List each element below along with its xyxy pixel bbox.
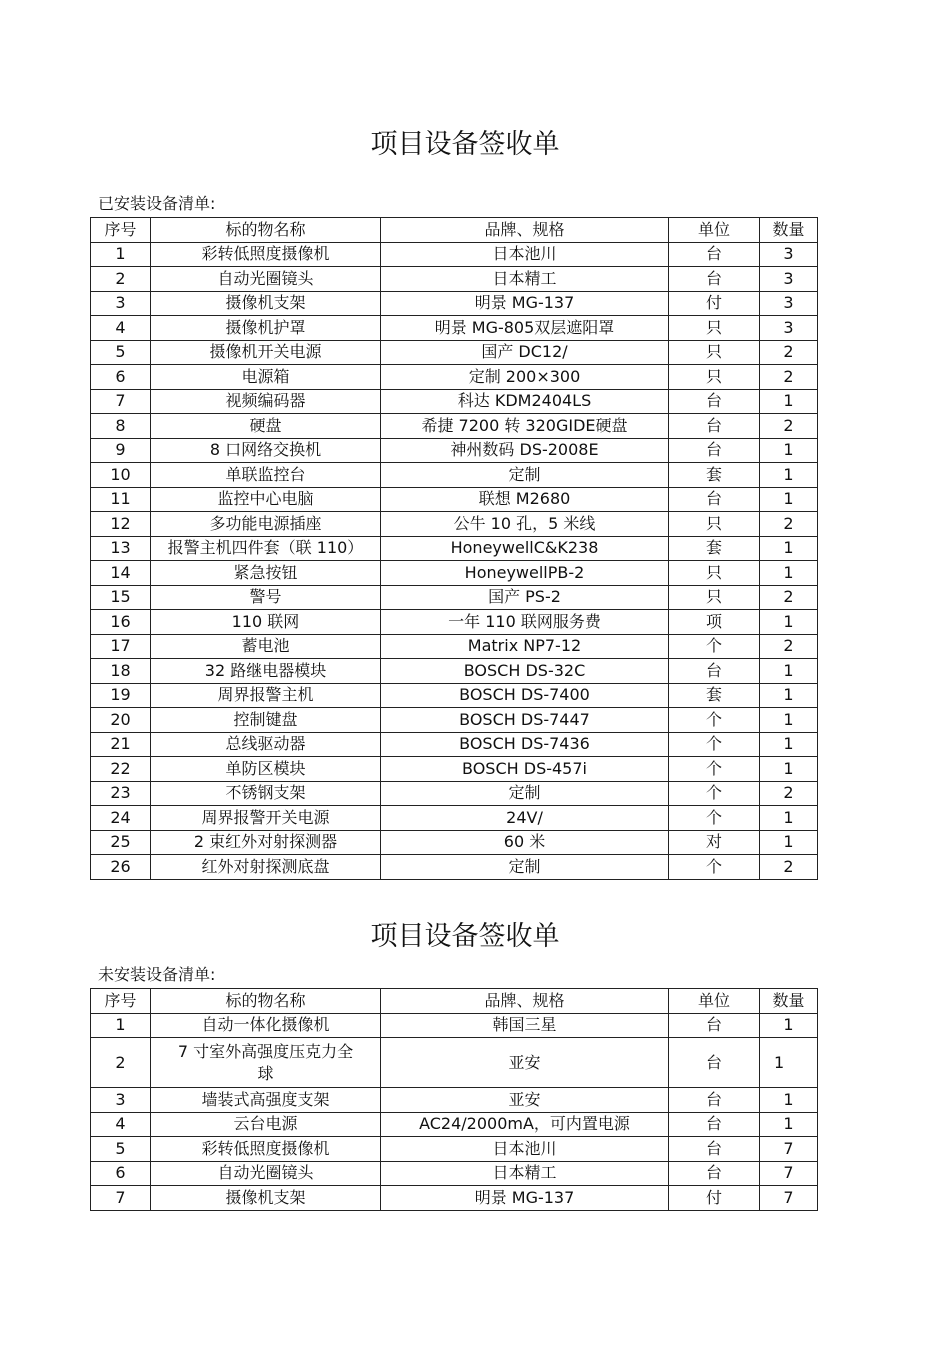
table-row: [91, 585, 818, 610]
table-row: [91, 536, 818, 561]
cell-brand-spec: BOSCH DS-7447: [381, 708, 669, 733]
cell-index: 2: [91, 1038, 151, 1088]
cell-item-name: 蓄电池: [151, 634, 381, 659]
cell-brand-spec: 一年 110 联网服务费: [381, 610, 669, 635]
header-quantity: 数量: [760, 989, 818, 1014]
cell-quantity: 1: [760, 438, 818, 463]
cell-unit: 付: [669, 1186, 760, 1211]
cell-brand-spec: BOSCH DS-457i: [381, 757, 669, 782]
header-brand-spec: 品牌、规格: [381, 989, 669, 1014]
cell-item-name: 报警主机四件套（联 110）: [151, 536, 381, 561]
cell-brand-spec: 神州数码 DS-2008E: [381, 438, 669, 463]
cell-item-name: 周界报警主机: [151, 683, 381, 708]
table-row: [91, 512, 818, 537]
cell-brand-spec: 希捷 7200 转 320GIDE硬盘: [381, 414, 669, 439]
cell-quantity: 1: [760, 1013, 818, 1038]
cell-unit: 个: [669, 732, 760, 757]
cell-unit: 台: [669, 267, 760, 292]
cell-item-name: 多功能电源插座: [151, 512, 381, 537]
installed-list-label: 已安装设备清单:: [98, 194, 216, 213]
cell-unit: 只: [669, 365, 760, 390]
table-row: [91, 487, 818, 512]
cell-quantity: 1: [760, 463, 818, 488]
cell-unit: 只: [669, 512, 760, 537]
cell-quantity: 2: [760, 414, 818, 439]
cell-index: 21: [91, 732, 151, 757]
cell-brand-spec: 明景 MG-805双层遮阳罩: [381, 316, 669, 341]
cell-brand-spec: AC24/2000mA，可内置电源: [381, 1112, 669, 1137]
cell-unit: 台: [669, 1038, 760, 1088]
cell-item-name: 单防区模块: [151, 757, 381, 782]
cell-item-name: 红外对射探测底盘: [151, 855, 381, 880]
cell-unit: 只: [669, 316, 760, 341]
cell-brand-spec: 日本精工: [381, 1161, 669, 1186]
header-brand-spec: 品牌、规格: [381, 218, 669, 243]
cell-unit: 台: [669, 1112, 760, 1137]
cell-unit: 个: [669, 708, 760, 733]
table-row: [91, 1161, 818, 1186]
table-row: [91, 389, 818, 414]
cell-item-name: 视频编码器: [151, 389, 381, 414]
cell-brand-spec: 定制: [381, 855, 669, 880]
cell-item-name: 总线驱动器: [151, 732, 381, 757]
table-row: [91, 1112, 818, 1137]
cell-brand-spec: 科达 KDM2404LS: [381, 389, 669, 414]
cell-unit: 台: [669, 414, 760, 439]
cell-item-name: 32 路继电器模块: [151, 659, 381, 684]
header-item-name: 标的物名称: [151, 989, 381, 1014]
table-row: [91, 242, 818, 267]
cell-quantity: 2: [760, 781, 818, 806]
cell-brand-spec: 国产 PS-2: [381, 585, 669, 610]
table-row: [91, 708, 818, 733]
cell-unit: 只: [669, 561, 760, 586]
table-row: [91, 340, 818, 365]
cell-brand-spec: 日本池川: [381, 242, 669, 267]
cell-item-name: 紧急按钮: [151, 561, 381, 586]
table-row: [91, 683, 818, 708]
cell-brand-spec: 定制 200×300: [381, 365, 669, 390]
cell-brand-spec: 亚安: [381, 1038, 669, 1088]
cell-quantity: 1: [760, 806, 818, 831]
cell-quantity: 2: [760, 585, 818, 610]
cell-unit: 台: [669, 1137, 760, 1162]
cell-index: 19: [91, 683, 151, 708]
cell-unit: 个: [669, 757, 760, 782]
cell-quantity: 1: [760, 757, 818, 782]
table-row: [91, 830, 818, 855]
cell-index: 1: [91, 242, 151, 267]
cell-index: 14: [91, 561, 151, 586]
cell-item-name: 自动一体化摄像机: [151, 1013, 381, 1038]
cell-brand-spec: Matrix NP7-12: [381, 634, 669, 659]
cell-quantity: 1: [760, 487, 818, 512]
cell-item-name: 摄像机支架: [151, 1186, 381, 1211]
cell-quantity: 1: [760, 561, 818, 586]
cell-unit: 台: [669, 1161, 760, 1186]
cell-index: 4: [91, 1112, 151, 1137]
cell-unit: 台: [669, 242, 760, 267]
table-row: [91, 414, 818, 439]
cell-quantity: 2: [760, 365, 818, 390]
cell-index: 7: [91, 1186, 151, 1211]
cell-unit: 个: [669, 806, 760, 831]
page-title-2: 项目设备签收单: [370, 921, 560, 952]
cell-brand-spec: HoneywellC&K238: [381, 536, 669, 561]
cell-index: 5: [91, 340, 151, 365]
cell-quantity: 1: [760, 708, 818, 733]
table-row: [91, 463, 818, 488]
cell-brand-spec: 明景 MG-137: [381, 1186, 669, 1211]
cell-index: 5: [91, 1137, 151, 1162]
cell-brand-spec: 定制: [381, 463, 669, 488]
cell-unit: 台: [669, 389, 760, 414]
cell-item-name: 警号: [151, 585, 381, 610]
table-row: [91, 634, 818, 659]
cell-quantity: 1: [760, 536, 818, 561]
cell-quantity: 7: [760, 1186, 818, 1211]
cell-index: 22: [91, 757, 151, 782]
cell-item-name: 云台电源: [151, 1112, 381, 1137]
cell-brand-spec: BOSCH DS-32C: [381, 659, 669, 684]
cell-index: 26: [91, 855, 151, 880]
cell-unit: 对: [669, 830, 760, 855]
table-row: [91, 659, 818, 684]
table-row: [91, 291, 818, 316]
cell-index: 2: [91, 267, 151, 292]
cell-item-name: 摄像机支架: [151, 291, 381, 316]
cell-quantity: 2: [760, 512, 818, 537]
header-item-name: 标的物名称: [151, 218, 381, 243]
cell-unit: 套: [669, 536, 760, 561]
cell-item-name: 硬盘: [151, 414, 381, 439]
uninstalled-list-label: 未安装设备清单:: [98, 965, 216, 984]
cell-quantity: 1: [760, 1112, 818, 1137]
cell-quantity: 1: [760, 659, 818, 684]
cell-unit: 台: [669, 487, 760, 512]
header-quantity: 数量: [760, 218, 818, 243]
cell-unit: 个: [669, 781, 760, 806]
cell-index: 16: [91, 610, 151, 635]
cell-unit: 项: [669, 610, 760, 635]
table-row: [91, 1186, 818, 1211]
cell-item-name: 周界报警开关电源: [151, 806, 381, 831]
table-row: [91, 438, 818, 463]
cell-item-name: 2 束红外对射探测器: [151, 830, 381, 855]
cell-brand-spec: 国产 DC12/: [381, 340, 669, 365]
table-row: [91, 732, 818, 757]
table-row: [91, 316, 818, 341]
cell-brand-spec: 亚安: [381, 1088, 669, 1113]
cell-unit: 个: [669, 855, 760, 880]
cell-item-name: 彩转低照度摄像机: [151, 1137, 381, 1162]
cell-brand-spec: 日本精工: [381, 267, 669, 292]
cell-index: 13: [91, 536, 151, 561]
cell-index: 4: [91, 316, 151, 341]
cell-index: 10: [91, 463, 151, 488]
cell-quantity: 1: [760, 1088, 818, 1113]
cell-brand-spec: HoneywellPB-2: [381, 561, 669, 586]
cell-quantity: 1: [760, 683, 818, 708]
header-index: 序号: [91, 218, 151, 243]
cell-brand-spec: 60 米: [381, 830, 669, 855]
uninstalled-equipment-table: [90, 988, 818, 1211]
cell-index: 24: [91, 806, 151, 831]
table-row: [91, 1088, 818, 1113]
cell-brand-spec: 24V/: [381, 806, 669, 831]
cell-item-name: 7 寸室外高强度压克力全球: [151, 1038, 381, 1088]
cell-quantity: 7: [760, 1137, 818, 1162]
header-row: [91, 989, 818, 1014]
table-row: [91, 610, 818, 635]
cell-index: 25: [91, 830, 151, 855]
header-row: [91, 218, 818, 243]
cell-item-name: 8 口网络交换机: [151, 438, 381, 463]
cell-index: 15: [91, 585, 151, 610]
cell-quantity: 2: [760, 634, 818, 659]
table-row: [91, 365, 818, 390]
installed-equipment-table: [90, 217, 818, 880]
cell-unit: 个: [669, 634, 760, 659]
cell-quantity: 3: [760, 316, 818, 341]
cell-unit: 台: [669, 1013, 760, 1038]
cell-item-name: 不锈钢支架: [151, 781, 381, 806]
cell-index: 9: [91, 438, 151, 463]
cell-unit: 只: [669, 340, 760, 365]
cell-index: 17: [91, 634, 151, 659]
cell-quantity: 1: [760, 1038, 818, 1088]
cell-item-name: 摄像机护罩: [151, 316, 381, 341]
cell-item-name: 单联监控台: [151, 463, 381, 488]
cell-quantity: 1: [760, 389, 818, 414]
cell-index: 11: [91, 487, 151, 512]
table-row: [91, 1013, 818, 1038]
cell-index: 6: [91, 365, 151, 390]
cell-brand-spec: BOSCH DS-7436: [381, 732, 669, 757]
cell-brand-spec: 日本池川: [381, 1137, 669, 1162]
cell-brand-spec: 定制: [381, 781, 669, 806]
header-index: 序号: [91, 989, 151, 1014]
cell-item-name: 墙装式高强度支架: [151, 1088, 381, 1113]
cell-quantity: 3: [760, 291, 818, 316]
cell-item-name: 自动光圈镜头: [151, 267, 381, 292]
cell-index: 3: [91, 291, 151, 316]
cell-item-name: 控制键盘: [151, 708, 381, 733]
table-row: [91, 757, 818, 782]
cell-brand-spec: BOSCH DS-7400: [381, 683, 669, 708]
cell-item-name: 自动光圈镜头: [151, 1161, 381, 1186]
page-title: 项目设备签收单: [370, 129, 560, 160]
cell-item-name: 摄像机开关电源: [151, 340, 381, 365]
cell-index: 23: [91, 781, 151, 806]
cell-quantity: 2: [760, 855, 818, 880]
header-unit: 单位: [669, 218, 760, 243]
cell-item-name: 110 联网: [151, 610, 381, 635]
cell-index: 18: [91, 659, 151, 684]
cell-unit: 台: [669, 1088, 760, 1113]
cell-index: 6: [91, 1161, 151, 1186]
cell-index: 1: [91, 1013, 151, 1038]
cell-unit: 套: [669, 463, 760, 488]
cell-quantity: 1: [760, 610, 818, 635]
table-row: [91, 1038, 818, 1088]
table-row: [91, 1137, 818, 1162]
cell-index: 7: [91, 389, 151, 414]
table-row: [91, 561, 818, 586]
cell-unit: 付: [669, 291, 760, 316]
cell-brand-spec: 联想 M2680: [381, 487, 669, 512]
cell-quantity: 2: [760, 340, 818, 365]
cell-brand-spec: 公牛 10 孔，5 米线: [381, 512, 669, 537]
cell-quantity: 1: [760, 732, 818, 757]
cell-unit: 套: [669, 683, 760, 708]
cell-brand-spec: 韩国三星: [381, 1013, 669, 1038]
table-row: [91, 806, 818, 831]
cell-quantity: 1: [760, 830, 818, 855]
table-row: [91, 267, 818, 292]
cell-quantity: 3: [760, 242, 818, 267]
cell-quantity: 3: [760, 267, 818, 292]
table-row: [91, 855, 818, 880]
cell-item-name: 电源箱: [151, 365, 381, 390]
cell-index: 12: [91, 512, 151, 537]
header-unit: 单位: [669, 989, 760, 1014]
cell-index: 20: [91, 708, 151, 733]
cell-brand-spec: 明景 MG-137: [381, 291, 669, 316]
cell-item-name: 彩转低照度摄像机: [151, 242, 381, 267]
cell-unit: 台: [669, 438, 760, 463]
cell-item-name: 监控中心电脑: [151, 487, 381, 512]
table-row: [91, 781, 818, 806]
cell-unit: 只: [669, 585, 760, 610]
cell-quantity: 7: [760, 1161, 818, 1186]
cell-unit: 台: [669, 659, 760, 684]
cell-index: 3: [91, 1088, 151, 1113]
cell-index: 8: [91, 414, 151, 439]
